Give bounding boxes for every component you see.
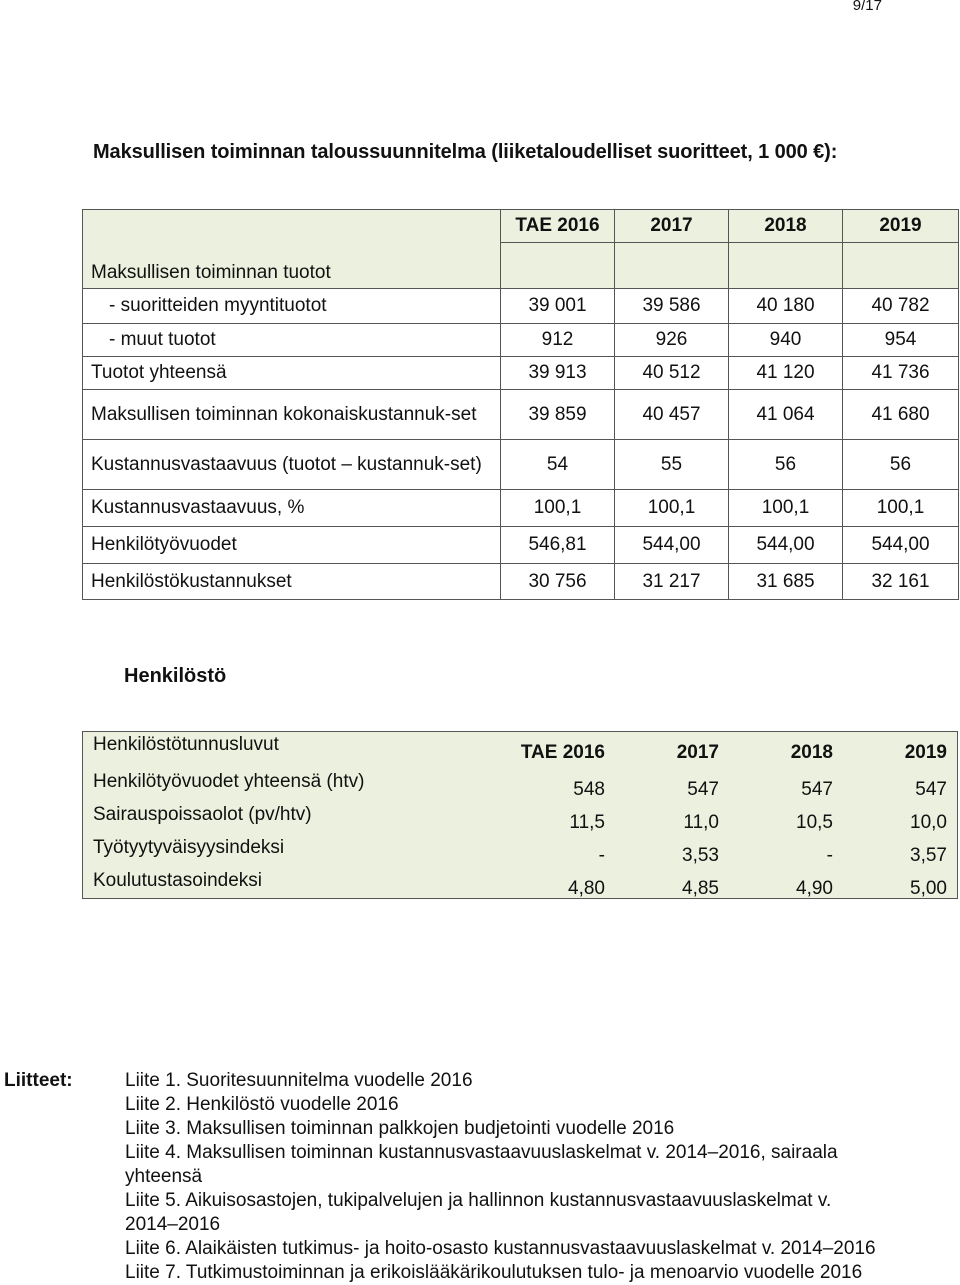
row-label: Tuotot yhteensä: [83, 357, 501, 390]
finance-year-header: TAE 2016: [501, 210, 615, 243]
cell-value: 100,1: [501, 490, 615, 527]
staff-table: [82, 731, 958, 899]
cell-value: 544,00: [615, 527, 729, 564]
row-label: Maksullisen toiminnan kokonaiskustannuk-set: [83, 390, 501, 440]
cell-value: 4,80: [568, 878, 605, 899]
row-label: Työtyytyväisyysindeksi: [93, 837, 285, 858]
cell-value: 940: [729, 324, 843, 357]
table-row: [83, 440, 959, 490]
cell-value: 40 180: [729, 289, 843, 324]
cell-value: 100,1: [615, 490, 729, 527]
cell-value: 54: [501, 440, 615, 490]
cell-value: 926: [615, 324, 729, 357]
cell-value: 547: [801, 779, 833, 800]
cell-value: 3,57: [910, 845, 947, 866]
finance-year-header: 2018: [729, 210, 843, 243]
row-label: - muut tuotot: [83, 324, 501, 357]
appendix-list: [125, 1069, 955, 1285]
cell-value: -: [826, 845, 833, 866]
cell-value: 912: [501, 324, 615, 357]
row-label: Henkilötyövuodet yhteensä (htv): [93, 771, 365, 792]
cell-value: 31 685: [729, 564, 843, 600]
table-row: [83, 802, 957, 835]
table-row: [83, 564, 959, 600]
cell-value: 100,1: [843, 490, 959, 527]
row-label: Henkilöstökustannukset: [83, 564, 501, 600]
staff-section-title: Henkilöstö: [124, 665, 227, 687]
table-row: [83, 868, 957, 901]
cell-value: 546,81: [501, 527, 615, 564]
cell-value: 41 736: [843, 357, 959, 390]
cell-value: 11,5: [569, 812, 605, 833]
table-row: [83, 769, 957, 802]
cell-value: 39 001: [501, 289, 615, 324]
cell-value: 56: [729, 440, 843, 490]
cell-value: 41 680: [843, 390, 959, 440]
table-row: [83, 490, 959, 527]
cell-value: 41 064: [729, 390, 843, 440]
staff-year-header: 2019: [904, 742, 947, 763]
cell-value: 40 457: [615, 390, 729, 440]
cell-value: 547: [687, 779, 719, 800]
row-label: - suoritteiden myyntituotot: [83, 289, 501, 324]
cell-value: 10,0: [910, 812, 947, 833]
appendix-item: Liite 5. Aikuisosastojen, tukipalvelujen ja hallinnon kustannusvastaavuuslaskelmat v. 2014–2016: [125, 1190, 832, 1235]
cell-value: 39 586: [615, 289, 729, 324]
row-label: Koulutustasoindeksi: [93, 870, 262, 891]
cell-value: 4,90: [796, 878, 833, 899]
finance-header-label: Maksullisen toiminnan tuotot: [83, 210, 501, 289]
row-label: Henkilötyövuodet: [83, 527, 501, 564]
finance-year-header: 2019: [843, 210, 959, 243]
staff-year-header: 2018: [790, 742, 833, 763]
staff-header-row: [83, 732, 957, 765]
cell-value: 5,00: [910, 878, 947, 899]
cell-value: 10,5: [796, 812, 833, 833]
row-label: Kustannusvastaavuus (tuotot – kustannuk-set): [83, 440, 501, 490]
finance-year-header: 2017: [615, 210, 729, 243]
cell-value: 544,00: [729, 527, 843, 564]
cell-value: 31 217: [615, 564, 729, 600]
row-label: Kustannusvastaavuus, %: [83, 490, 501, 527]
cell-value: 40 512: [615, 357, 729, 390]
cell-value: 954: [843, 324, 959, 357]
appendix-item: Liite 6. Alaikäisten tutkimus- ja hoito-osasto kustannusvastaavuuslaskelmat v. 2014–2016: [125, 1238, 876, 1259]
table-row: [83, 390, 959, 440]
cell-value: 39 913: [501, 357, 615, 390]
row-label: Sairauspoissaolot (pv/htv): [93, 804, 312, 825]
staff-year-header: 2017: [676, 742, 719, 763]
table-row: [83, 357, 959, 390]
appendix-item: Liite 4. Maksullisen toiminnan kustannusvastaavuuslaskelmat v. 2014–2016, sairaala yhteensä: [125, 1142, 838, 1187]
staff-year-header: TAE 2016: [520, 742, 605, 763]
cell-value: 3,53: [682, 845, 719, 866]
appendix-item: Liite 7. Tutkimustoiminnan ja erikoislääkärikoulutuksen tulo- ja menoarvio vuodelle 2016: [125, 1262, 863, 1283]
cell-value: 32 161: [843, 564, 959, 600]
appendix-item: Liite 2. Henkilöstö vuodelle 2016: [125, 1094, 399, 1115]
cell-value: 39 859: [501, 390, 615, 440]
appendix-item: Liite 1. Suoritesuunnitelma vuodelle 2016: [125, 1070, 473, 1091]
table-row: [83, 324, 959, 357]
cell-value: 56: [843, 440, 959, 490]
cell-value: 4,85: [682, 878, 719, 899]
appendix-item: Liite 3. Maksullisen toiminnan palkkojen budjetointi vuodelle 2016: [125, 1118, 675, 1139]
cell-value: 544,00: [843, 527, 959, 564]
page-number: 9/17: [852, 0, 882, 14]
cell-value: 30 756: [501, 564, 615, 600]
cell-value: 41 120: [729, 357, 843, 390]
page-heading: Maksullisen toiminnan taloussuunnitelma (liiketaloudelliset suoritteet, 1 000 €):: [93, 141, 838, 163]
cell-value: 55: [615, 440, 729, 490]
finance-header-row: [83, 210, 959, 243]
table-row: [83, 527, 959, 564]
cell-value: 100,1: [729, 490, 843, 527]
cell-value: -: [598, 845, 605, 866]
cell-value: 548: [573, 779, 605, 800]
cell-value: 40 782: [843, 289, 959, 324]
cell-value: 547: [915, 779, 947, 800]
appendix-label: Liitteet:: [4, 1070, 73, 1091]
staff-header-label: Henkilöstötunnusluvut: [93, 734, 279, 755]
finance-table: [82, 209, 959, 600]
table-row: [83, 835, 957, 868]
cell-value: 11,0: [683, 812, 719, 833]
table-row: [83, 289, 959, 324]
